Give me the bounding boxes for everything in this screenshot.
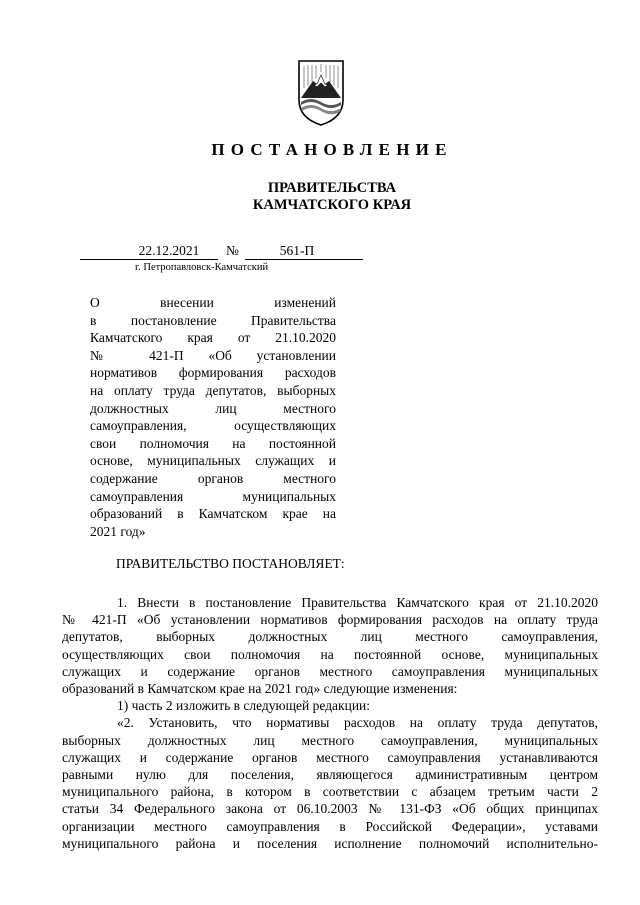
subject-line: на оплату труда депутатов, выборных <box>90 382 336 398</box>
body-line: служащих и содержание органов местного самоуправления муниципальных <box>62 663 598 679</box>
body-line: 1) часть 2 изложить в следующей редакции: <box>117 698 371 714</box>
body-line: муниципального района, в котором в соответствии с абзацем третьим части 2 <box>62 784 598 800</box>
subject-line: содержание органов местного <box>90 470 336 486</box>
body-line: «2. Установить, что нормативы расходов на оплату труда депутатов, <box>117 715 598 731</box>
body-line: осуществляющих свои полномочия на постоянной основе, муниципальных <box>62 646 598 662</box>
kamchatka-emblem-icon <box>296 58 346 128</box>
subject-line: нормативов формирования расходов <box>90 365 336 381</box>
issuer-line-1: ПРАВИТЕЛЬСТВА <box>267 180 397 196</box>
subject-line: 2021 год» <box>90 523 146 539</box>
subject-line: № 421-П «Об установлении <box>90 347 336 363</box>
body-line: выборных должностных лиц местного самоуправления, муниципальных <box>62 732 598 748</box>
subject-line: О внесении изменений <box>90 295 336 310</box>
decree-statement: ПРАВИТЕЛЬСТВО ПОСТАНОВЛЯЕТ: <box>116 556 345 571</box>
document-number: 561-П <box>245 243 363 260</box>
body-line: равными нулю для поселения, являющегося административным центром <box>62 767 598 783</box>
document-date: 22.12.2021 <box>80 243 218 260</box>
body-line: организации местного самоуправления в Российской Федерации», уставами <box>62 818 598 834</box>
subject-line: в постановление Правительства <box>90 312 336 328</box>
subject-line: образований в Камчатском крае на <box>90 506 336 522</box>
issuer-line-2: КАМЧАТСКОГО КРАЯ <box>252 197 412 213</box>
subject-line: самоуправления, осуществляющих <box>90 418 336 434</box>
subject-line: основе, муниципальных служащих и <box>90 453 336 469</box>
subject-line: самоуправления муниципальных <box>90 488 336 504</box>
number-sign: № <box>226 243 239 258</box>
issuer-block <box>0 180 640 214</box>
body-line: депутатов, выборных должностных лиц местного самоуправления, <box>62 629 598 645</box>
document-body <box>62 594 598 852</box>
document-type-title: ПОСТАНОВЛЕНИЕ <box>211 140 453 159</box>
body-line: муниципального района и поселения исполнение полномочий исполнительно- <box>62 835 598 851</box>
body-line: № 421-П «Об установлении нормативов формирования расходов на оплату труда <box>62 612 598 628</box>
subject-line: должностных лиц местного <box>90 400 336 416</box>
place-of-issue: г. Петропавловск-Камчатский <box>135 262 269 273</box>
body-line: 1. Внести в постановление Правительства Камчатского края от 21.10.2020 <box>117 595 598 610</box>
subject-line: Камчатского края от 21.10.2020 <box>90 330 336 346</box>
document-subject <box>90 294 336 540</box>
subject-line: свои полномочия на постоянной <box>90 435 336 451</box>
body-line: статьи 34 Федерального закона от 06.10.2003 № 131-ФЗ «Об общих принципах <box>62 801 598 817</box>
body-line: служащих и содержание органов местного самоуправления устанавливаются <box>62 749 598 765</box>
body-line: образований в Камчатском крае на 2021 год» следующие изменения: <box>62 681 458 697</box>
